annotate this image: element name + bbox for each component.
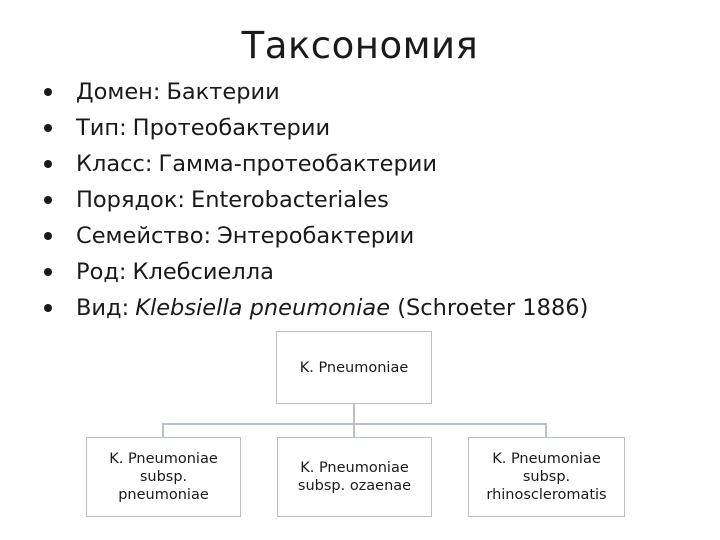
bullet-value: Enterobacteriales [191,187,389,213]
connector-left [162,423,164,437]
child-node-pneumoniae [86,437,241,517]
list-item-domain [40,74,588,110]
child-node-line: subsp. ozaenae [297,478,412,494]
bullet-icon [44,160,52,168]
bullet-icon [44,124,52,132]
bullet-term: Род: [76,259,127,285]
list-item-species [40,290,588,326]
child-node-line: K. Pneumoniae [492,451,601,467]
child-node-line: K. Pneumoniae [109,451,218,467]
slide-title: Таксономия [241,24,479,67]
bullet-term: Тип: [76,115,127,141]
bullet-value: Энтеробактерии [217,223,415,249]
connector-root-down [353,404,355,424]
species-name: Klebsiella pneumoniae [135,295,391,321]
child-node-line: subsp. [139,469,188,485]
list-item-order [40,182,588,218]
list-item-family [40,218,588,254]
list-item-class [40,146,588,182]
species-authority: (Schroeter 1886) [397,295,589,321]
bullet-icon [44,232,52,240]
bullet-term: Класс: [76,151,153,177]
child-node-line: K. Pneumoniae [300,460,409,476]
child-node-ozaenae [277,437,432,517]
bullet-term: Семейство: [76,223,212,249]
bullet-value: Клебсиелла [132,259,274,285]
connector-middle [353,423,355,437]
bullet-term: Порядок: [76,187,185,213]
child-node-rhinoscleromatis [468,437,625,517]
bullet-value: Протеобактерии [132,115,331,141]
list-item-genus [40,254,588,290]
child-node-line: pneumoniae [118,487,209,503]
bullet-value: Бактерии [166,79,280,105]
root-node-label: K. Pneumoniae [299,359,409,376]
connector-right [545,423,547,437]
child-node-line: subsp. [522,469,571,485]
list-item-type [40,110,588,146]
bullet-icon [44,268,52,276]
bullet-term: Вид: [76,295,130,321]
bullet-value: Гамма-протеобактерии [158,151,438,177]
bullet-term: Домен: [76,79,161,105]
bullet-icon [44,88,52,96]
taxonomy-list [40,74,588,326]
bullet-icon [44,304,52,312]
bullet-icon [44,196,52,204]
child-node-line: rhinoscleromatis [486,487,607,503]
root-node [276,331,432,404]
